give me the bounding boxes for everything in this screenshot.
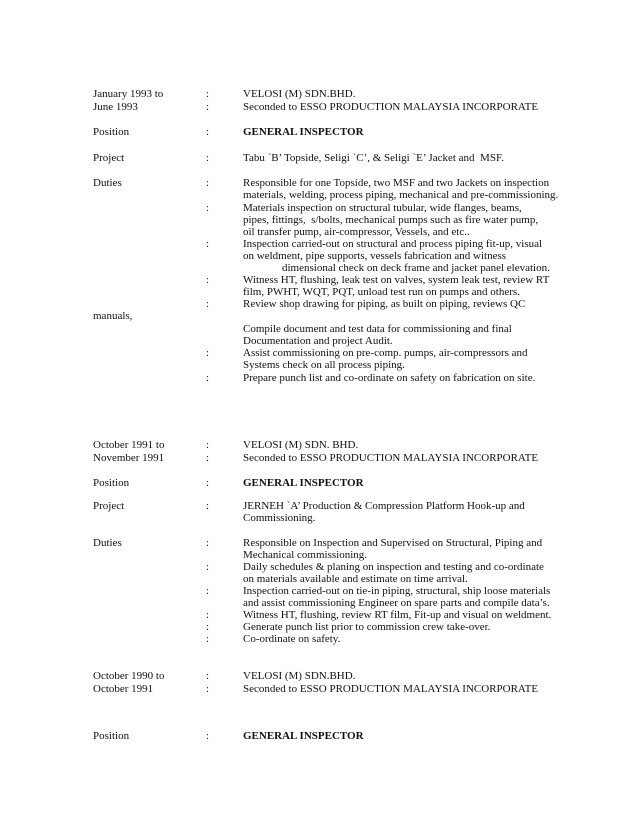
duty-line: Mechanical commissioning. bbox=[243, 549, 368, 561]
duty-line: Documentation and project Audit. bbox=[243, 335, 393, 347]
position-label: Position bbox=[93, 126, 130, 138]
duty-line: Responsible on Inspection and Supervised on Structural, Piping and bbox=[243, 537, 543, 549]
duty-line: oil transfer pump, air-compressor, Vessels, and etc.. bbox=[243, 226, 470, 238]
separator: : bbox=[206, 683, 210, 695]
separator: : bbox=[206, 439, 210, 451]
secondment: Seconded to ESSO PRODUCTION MALAYSIA INCORPORATE bbox=[243, 683, 539, 695]
separator: : bbox=[206, 621, 210, 633]
date-to: October 1991 bbox=[93, 683, 154, 695]
separator: : bbox=[206, 274, 210, 286]
duty-line: Prepare punch list and co-ordinate on safety on fabrication on site. bbox=[243, 372, 536, 384]
date-to: November 1991 bbox=[93, 452, 165, 464]
separator: : bbox=[206, 347, 210, 359]
project-label: Project bbox=[93, 152, 125, 164]
duty-line: Review shop drawing for piping, as built on piping, reviews QC bbox=[243, 298, 526, 310]
duty-line: Co-ordinate on safety. bbox=[243, 633, 341, 645]
separator: : bbox=[206, 477, 210, 489]
duty-line: Witness HT, flushing, leak test on valves, system leak test, review RT bbox=[243, 274, 550, 286]
position-title: GENERAL INSPECTOR bbox=[243, 730, 364, 742]
duty-line: dimensional check on deck frame and jacket panel elevation. bbox=[282, 262, 550, 274]
secondment: Seconded to ESSO PRODUCTION MALAYSIA INCORPORATE bbox=[243, 101, 539, 113]
employer: VELOSI (M) SDN.BHD. bbox=[243, 670, 356, 682]
separator: : bbox=[206, 670, 210, 682]
separator: : bbox=[206, 88, 210, 100]
duty-line: Compile document and test data for commissioning and final bbox=[243, 323, 512, 335]
employer: VELOSI (M) SDN. BHD. bbox=[243, 439, 359, 451]
project-text: JERNEH `A’ Production & Compression Platform Hook-up and bbox=[243, 500, 525, 512]
duty-line: pipes, fittings, s/bolts, mechanical pumps such as fire water pump, bbox=[243, 214, 539, 226]
separator: : bbox=[206, 537, 210, 549]
separator: : bbox=[206, 609, 210, 621]
duty-line: Inspection carried-out on structural and process piping fit-up, visual bbox=[243, 238, 543, 250]
position-label: Position bbox=[93, 477, 130, 489]
position-title: GENERAL INSPECTOR bbox=[243, 126, 364, 138]
separator: : bbox=[206, 633, 210, 645]
duty-line: Daily schedules & planing on inspection and testing and co-ordinate bbox=[243, 561, 544, 573]
duty-line: on materials available and estimate on time arrival. bbox=[243, 573, 468, 585]
duty-line: film, PWHT, WQT, PQT, unload test run on pumps and others. bbox=[243, 286, 520, 298]
duties-label: Duties bbox=[93, 177, 122, 189]
duty-line: materials, welding, process piping, mechanical and pre-commissioning. bbox=[243, 189, 559, 201]
separator: : bbox=[206, 585, 210, 597]
date-from: January 1993 to bbox=[93, 88, 164, 100]
project-text: Commissioning. bbox=[243, 512, 316, 524]
duty-line: and assist commissioning Engineer on spare parts and compile data’s. bbox=[243, 597, 550, 609]
separator: : bbox=[206, 561, 210, 573]
separator: : bbox=[206, 126, 210, 138]
position-title: GENERAL INSPECTOR bbox=[243, 477, 364, 489]
duty-line: Materials inspection on structural tubular, wide flanges, beams, bbox=[243, 202, 522, 214]
project-text: Tabu `B’ Topside, Seligi `C’, & Seligi `E’ Jacket and MSF. bbox=[243, 152, 504, 164]
project-label: Project bbox=[93, 500, 125, 512]
separator: : bbox=[206, 372, 210, 384]
duty-line: Systems check on all process piping. bbox=[243, 359, 405, 371]
separator: : bbox=[206, 202, 210, 214]
duty-line: Generate punch list prior to commission crew take-over. bbox=[243, 621, 491, 633]
date-to: June 1993 bbox=[93, 101, 138, 113]
duty-line: on weldment, pipe supports, vessels fabrication and witness bbox=[243, 250, 507, 262]
employer: VELOSI (M) SDN.BHD. bbox=[243, 88, 356, 100]
duties-label: Duties bbox=[93, 537, 122, 549]
duty-line: Witness HT, flushing, review RT film, Fit-up and visual on weldment. bbox=[243, 609, 552, 621]
separator: : bbox=[206, 152, 210, 164]
duty-line: manuals, bbox=[93, 310, 133, 322]
separator: : bbox=[206, 177, 210, 189]
duty-line: Responsible for one Topside, two MSF and two Jackets on inspection bbox=[243, 177, 550, 189]
separator: : bbox=[206, 101, 210, 113]
duty-line: Assist commissioning on pre-comp. pumps, air-compressors and bbox=[243, 347, 528, 359]
separator: : bbox=[206, 238, 210, 250]
secondment: Seconded to ESSO PRODUCTION MALAYSIA INCORPORATE bbox=[243, 452, 539, 464]
duty-line: Inspection carried-out on tie-in piping, structural, ship loose materials bbox=[243, 585, 551, 597]
separator: : bbox=[206, 730, 210, 742]
date-from: October 1990 to bbox=[93, 670, 165, 682]
separator: : bbox=[206, 452, 210, 464]
separator: : bbox=[206, 298, 210, 310]
position-label: Position bbox=[93, 730, 130, 742]
separator: : bbox=[206, 500, 210, 512]
date-from: October 1991 to bbox=[93, 439, 165, 451]
